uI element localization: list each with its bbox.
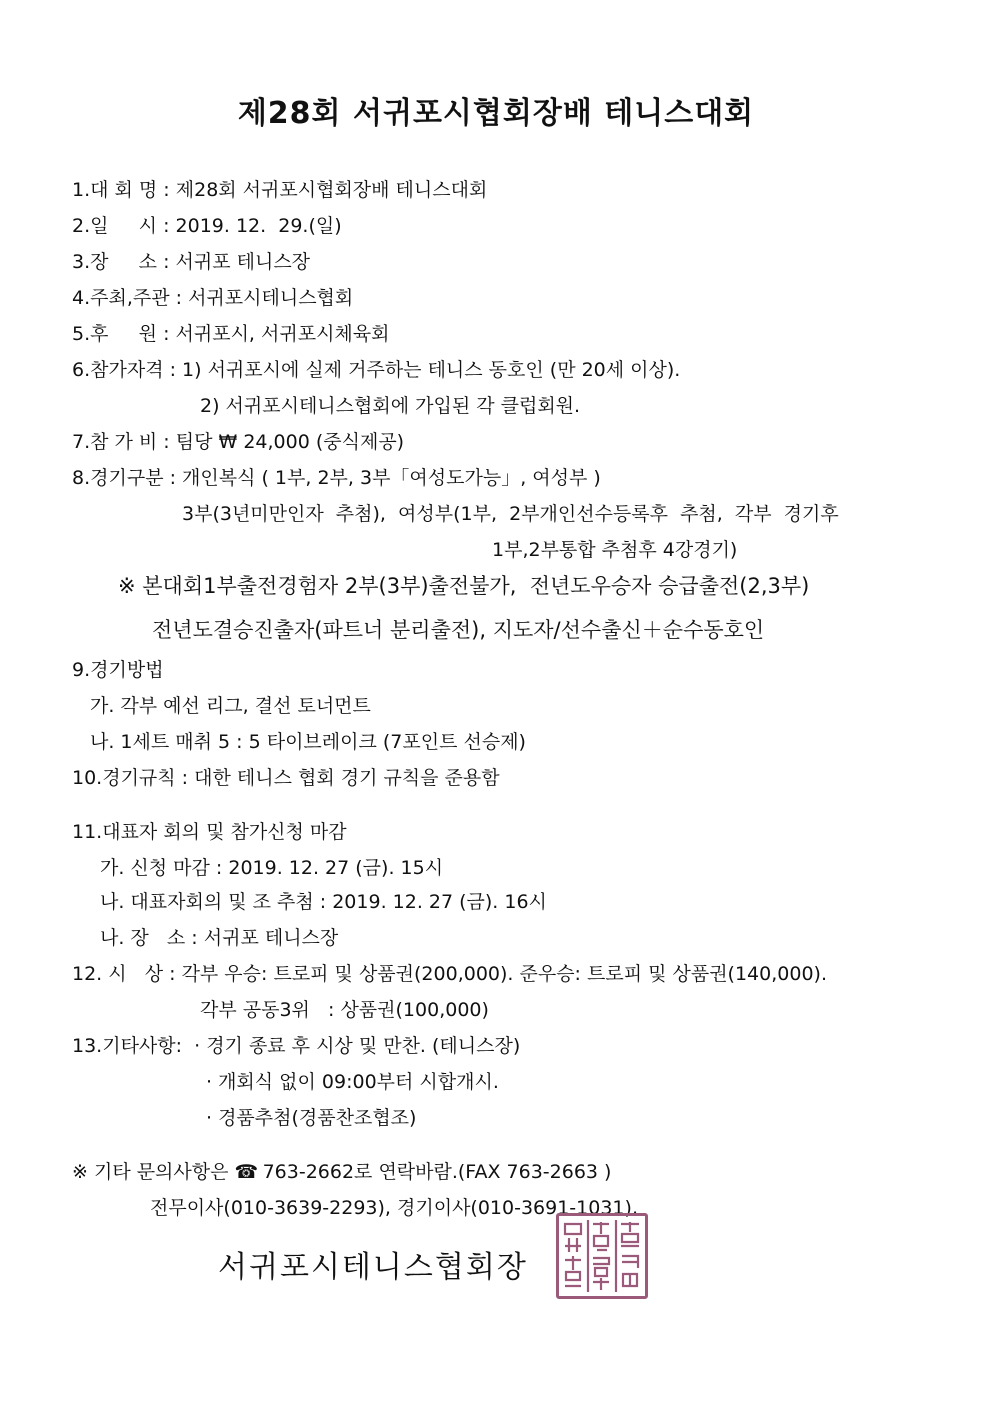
item-rules: 10.경기규칙 : 대한 테니스 협회 경기 규칙을 준용함 <box>72 767 500 789</box>
item-method: 9.경기방법 <box>72 659 164 681</box>
item-eligibility: 6.참가자격 : 1) 서귀포시에 실제 거주하는 테니스 동호인 (만 20세 이상). <box>72 359 681 381</box>
contact-prefix: ※ 기타 문의사항은 <box>72 1161 229 1183</box>
item-method-a: 가. 각부 예선 리그, 결선 토너먼트 <box>90 695 371 717</box>
item-divisions-3: 1부,2부통합 추첨후 4강경기) <box>492 539 738 561</box>
document-title: 제28회 서귀포시협회장배 테니스대회 <box>237 96 755 131</box>
division-note-1: ※ 본대회1부출전경험자 2부(3부)출전불가, 전년도우승자 승급출전(2,3부) <box>118 574 810 598</box>
item-meeting-b: 나. 대표자회의 및 조 추첨 : 2019. 12. 27 (금). 16시 <box>100 891 547 913</box>
item-awards-2: 각부 공동3위 : 상품권(100,000) <box>200 999 489 1021</box>
item-host: 4.주최,주관 : 서귀포시테니스협회 <box>72 287 354 309</box>
item-fee: 7.참 가 비 : 팀당 ₩ 24,000 (중식제공) <box>72 431 405 453</box>
division-note-2: 전년도결승진출자(파트너 분리출전), 지도자/선수출신＋순수동호인 <box>152 618 765 642</box>
item-event-name: 1.대 회 명 : 제28회 서귀포시협회장배 테니스대회 <box>72 179 488 201</box>
contact-line <box>72 1160 611 1184</box>
item-method-b: 나. 1세트 매취 5 : 5 타이브레이크 (7포인트 선승제) <box>90 731 526 753</box>
item-divisions-2: 3부(3년미만인자 추첨), 여성부(1부, 2부개인선수등록후 추첨, 각부 경기후 <box>182 503 839 525</box>
contact-line-2: 전무이사(010-3639-2293), 경기이사(010-3691-1031), <box>150 1197 638 1219</box>
signature: 서귀포시테니스협회장 <box>218 1250 528 1285</box>
item-divisions: 8.경기구분 : 개인복식 ( 1부, 2부, 3부「여성도가능」, 여성부 ) <box>72 467 601 489</box>
phone-icon: ☎ <box>234 1161 259 1183</box>
item-meeting-c: 나. 장 소 : 서귀포 테니스장 <box>100 927 339 949</box>
item-meeting-a: 가. 신청 마감 : 2019. 12. 27 (금). 15시 <box>100 857 444 879</box>
item-other: 13.기타사항: · 경기 종료 후 시상 및 만찬. (테니스장) <box>72 1035 521 1057</box>
item-date: 2.일 시 : 2019. 12. 29.(일) <box>72 215 342 237</box>
item-eligibility-2: 2) 서귀포시테니스협회에 가입된 각 클럽회원. <box>200 395 581 417</box>
item-meeting: 11.대표자 회의 및 참가신청 마감 <box>72 821 347 843</box>
item-awards: 12. 시 상 : 각부 우승: 트로피 및 상품권(200,000). 준우승: 트로피 및 상품권(140,000). <box>72 963 827 985</box>
contact-suffix: 763-2662로 연락바람.(FAX 763-2663 ) <box>256 1161 612 1183</box>
official-seal-stamp-icon <box>556 1213 648 1299</box>
item-other-2: · 개회식 없이 09:00부터 시합개시. <box>206 1071 499 1093</box>
item-sponsor: 5.후 원 : 서귀포시, 서귀포시체육회 <box>72 323 390 345</box>
item-other-3: · 경품추첨(경품찬조협조) <box>206 1107 417 1129</box>
item-venue: 3.장 소 : 서귀포 테니스장 <box>72 251 311 273</box>
